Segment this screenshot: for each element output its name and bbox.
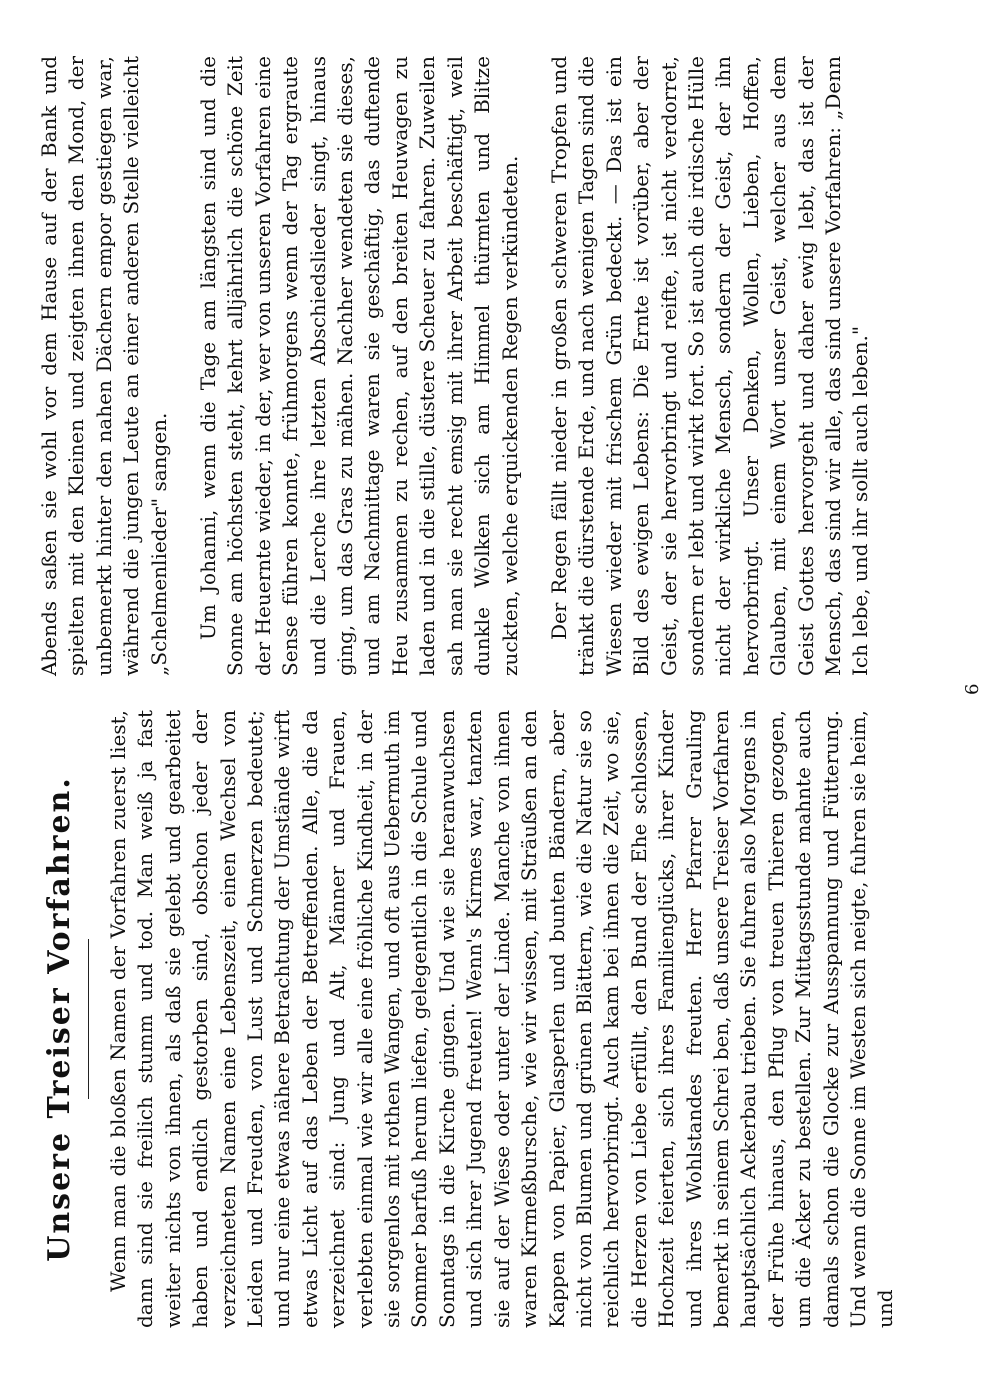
article-title: Unsere Treiser Vorfahren. [42, 776, 77, 1262]
page-number: 6 [962, 683, 983, 695]
left-column [40, 710, 900, 1328]
paragraph: Der Regen fällt nieder in großen schweren Tropfen und tränkt die dürstende Erde, und nach wenigen Tagen sind die Wiesen wieder mit frischem Grün bedeckt. — Das ist ein Bild des ewigen Lebens: Die Ernte ist vorüber, aber der Geist, der sie hervorbringt und reifte, ist nicht verdorret, sondern er lebt und wirkt fort. So ist auch die irdische Hülle nicht der wirkliche Mensch, sondern der Geist, der ihn hervorbringt. Unser Denken, Wollen, Lieben, Hoffen, Glauben, mit einem Wort unser Geist, welcher aus dem Geist Gottes hervorgeht und daher ewig lebt, das ist der Mensch, das sind wir alle, das sind unsere Vorfahren: „Denn Ich lebe, und ihr sollt auch leben." [546, 56, 873, 676]
paragraph: Wenn man die bloßen Namen der Vorfahren zuerst liest, dann sind sie freilich stumm und tod. Man weiß ja fast weiter nichts von ihnen, als daß sie gelebt und gearbeitet haben und endlich gestorben sind, obschon jeder der verzeichneten Namen eine Lebenszeit, einen Wechsel von Leiden und Freuden, von Lust und Schmerzen bedeutet; und nur eine etwas nähere Betrachtung der Umstände wirft etwas Licht auf das Leben der Betreffenden. Alle, die da verzeichnet sind: Jung und Alt, Männer und Frauen, verlebten einmal wie wir alle eine fröhliche Kindheit, in der sie sorgenlos mit rothen Wangen, und oft aus Uebermuth im Sommer barfuß herum liefen, gelegentlich in die Schule und Sonntags in die Kirche gingen. Und wie sie heranwuchsen und sich ihrer Jugend freuten! Wenn's Kirmes war, tanzten sie auf der Wiese oder unter der Linde. Manche von ihnen waren Kirmeßbursche, wie wir wissen, mit Sträußen an den Kappen von Papier, Glasperlen und bunten Bändern, aber nicht von Blumen und grünen Blättern, wie die Natur sie so reichlich hervorbringt. Auch kam bei ihnen die Zeit, wo sie, die Herzen von Liebe erfüllt, den Bund der Ehe schlossen, Hochzeit feierten, sich ihres Familienglücks, ihrer Kinder und ihres Wohlstandes freuten. Herr Pfarrer Grauling bemerkt in seinem Schrei ben, daß unsere Treiser Vorfahren hauptsächlich Ackerbau trieben. Sie fuhren also Morgens in der Frühe hinaus, den Pflug von treuen Thieren gezogen, um die Äcker zu bestellen. Zur Mittagsstunde mahnte auch damals schon die Glocke zur Ausspannung und Fütterung. Und wenn die Sonne im Westen sich neigte, fuhren sie heim, und [106, 710, 898, 1328]
right-column [36, 56, 875, 676]
paragraph: Um Johanni, wenn die Tage am längsten sind und die Sonne am höchsten steht, kehrt alljährlich die schöne Zeit der Heuernte wieder, in der, wer von unseren Vorfahren eine Sense führen konnte, frühmorgens wenn der Tag ergraute und die Lerche ihre letzten Abschiedslieder singt, hinaus ging, um das Gras zu mähen. Nachher wendeten sie dieses, und am Nachmittage waren sie geschäftig, das duftende Heu zusammen zu rechen, auf den breiten Heuwagen zu laden und in die stille, düstere Scheuer zu fahren. Zuweilen sah man sie recht emsig mit ihrer Arbeit beschäftigt, weil dunkle Wolken sich am Himmel thürmten und Blitze zuckten, welche erquickenden Regen verkündeten. [196, 56, 522, 676]
paragraph: Abends saßen sie wohl vor dem Hause auf der Bank und spielten mit den Kleinen und zeigten ihnen den Mond, der unbemerkt hinter den nahen Dächern empor gestiegen war, während die jungen Leute an einer anderen Stelle vielleicht „Schelmenlieder" sangen. [37, 56, 171, 676]
title-rule [88, 939, 89, 1099]
